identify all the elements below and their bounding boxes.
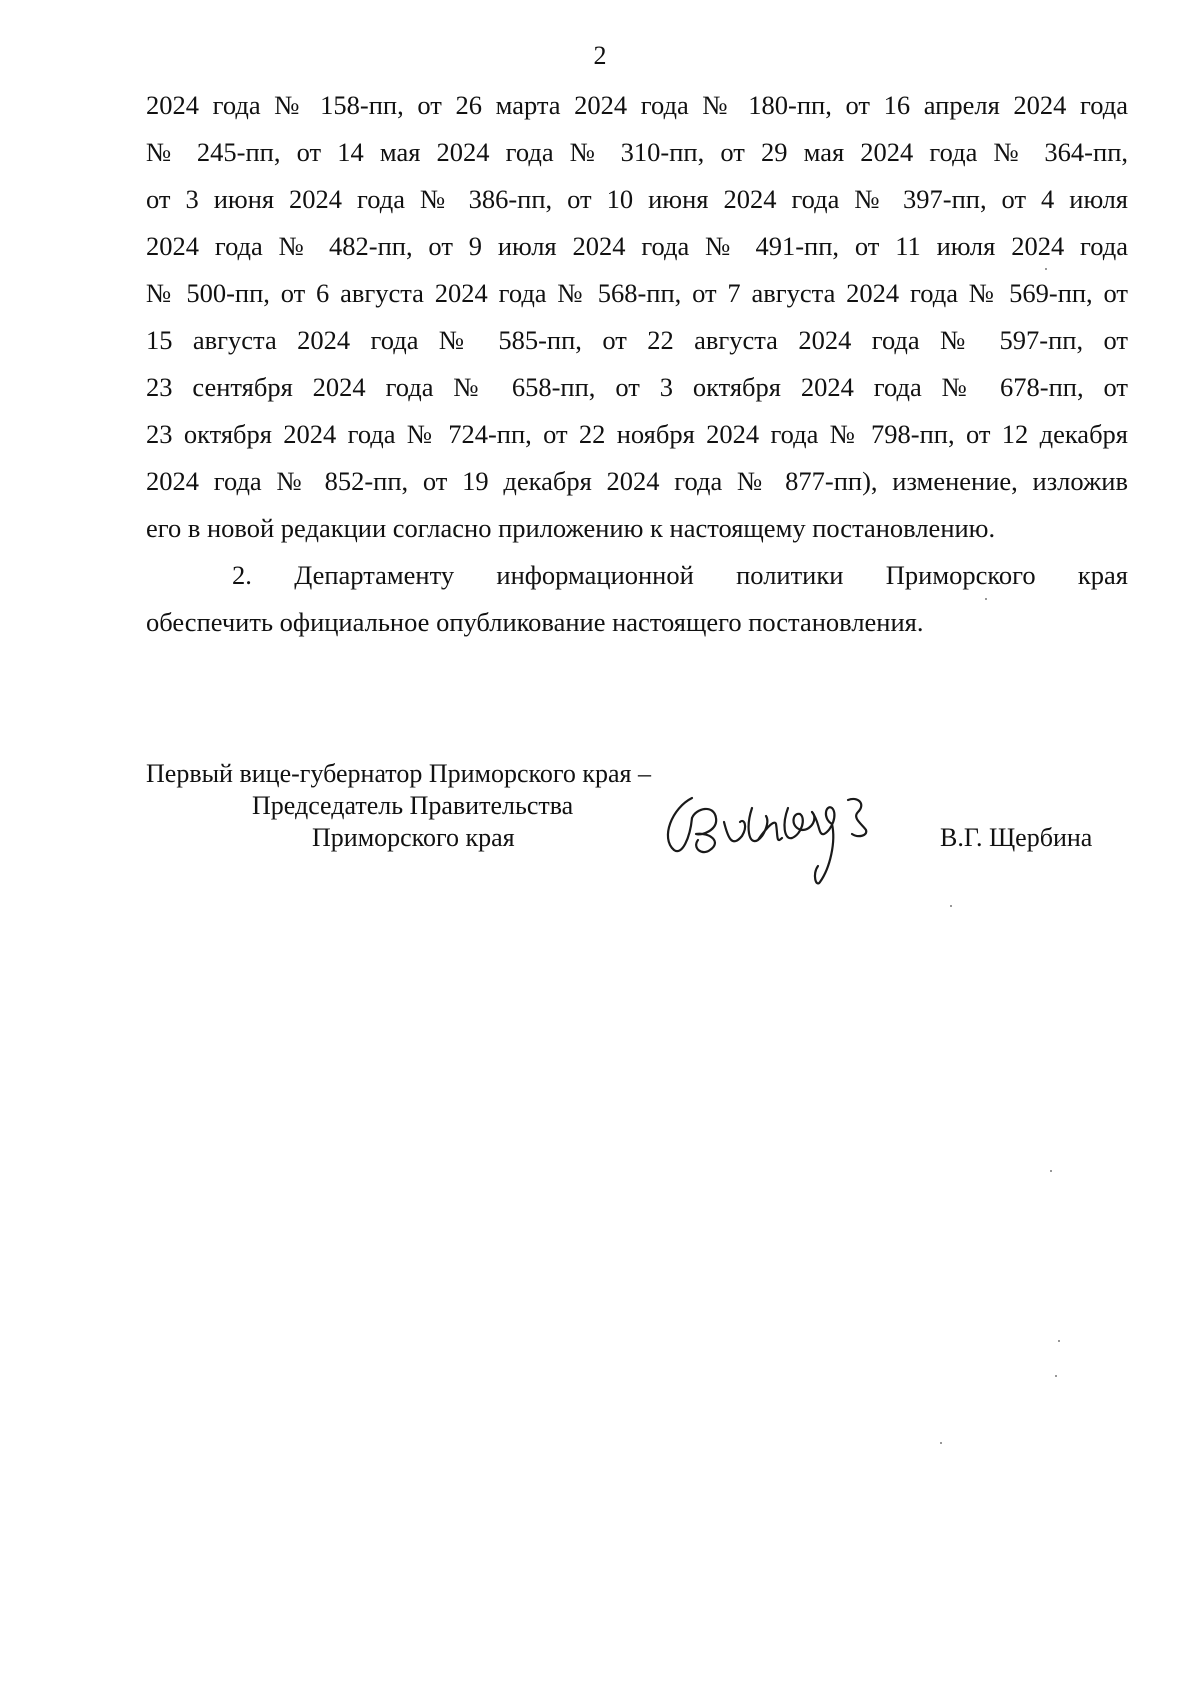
scan-speck bbox=[1058, 1340, 1060, 1342]
text-line: 2024 года № 852-пп, от 19 декабря 2024 года № 877-пп), изменение, изложив bbox=[146, 466, 1128, 496]
scan-speck bbox=[1055, 1375, 1057, 1377]
text-line: обеспечить официальное опубликование настоящего постановления. bbox=[146, 607, 924, 637]
text-line: 23 сентября 2024 года № 658-пп, от 3 октября 2024 года № 678-пп, от bbox=[146, 372, 1128, 402]
page-number: 2 bbox=[593, 41, 607, 70]
text-line: 23 октября 2024 года № 724-пп, от 22 ноября 2024 года № 798-пп, от 12 декабря bbox=[146, 419, 1128, 449]
signer-position-line: Приморского края bbox=[312, 823, 515, 852]
paragraph-1 bbox=[146, 82, 1128, 552]
signer-name: В.Г. Щербина bbox=[940, 823, 1093, 852]
scan-speck bbox=[1045, 268, 1047, 270]
scan-speck bbox=[950, 905, 952, 907]
text-line: 15 августа 2024 года № 585-пп, от 22 августа 2024 года № 597-пп, от bbox=[146, 325, 1128, 355]
body-text bbox=[146, 82, 1128, 646]
text-line: № 245-пп, от 14 мая 2024 года № 310-пп, от 29 мая 2024 года № 364-пп, bbox=[146, 137, 1128, 167]
text-line: № 500-пп, от 6 августа 2024 года № 568-пп, от 7 августа 2024 года № 569-пп, от bbox=[146, 278, 1128, 308]
signature-block bbox=[146, 758, 1128, 908]
signer-position-line: Председатель Правительства bbox=[252, 791, 574, 820]
scan-speck bbox=[985, 598, 987, 600]
text-line: 2. Департаменту информационной политики Приморского края bbox=[232, 560, 1128, 590]
handwritten-signature bbox=[652, 778, 892, 898]
text-line: его в новой редакции согласно приложению к настоящему постановлению. bbox=[146, 513, 996, 543]
text-line: 2024 года № 482-пп, от 9 июля 2024 года № 491-пп, от 11 июля 2024 года bbox=[146, 231, 1128, 261]
text-line: от 3 июня 2024 года № 386-пп, от 10 июня 2024 года № 397-пп, от 4 июля bbox=[146, 184, 1128, 214]
text-line: 2024 года № 158-пп, от 26 марта 2024 года № 180-пп, от 16 апреля 2024 года bbox=[146, 90, 1128, 120]
signer-position-line: Первый вице-губернатор Приморского края – bbox=[146, 759, 651, 788]
scan-speck bbox=[940, 1442, 942, 1444]
paragraph-2 bbox=[146, 552, 1128, 646]
scan-speck bbox=[1050, 1170, 1052, 1172]
